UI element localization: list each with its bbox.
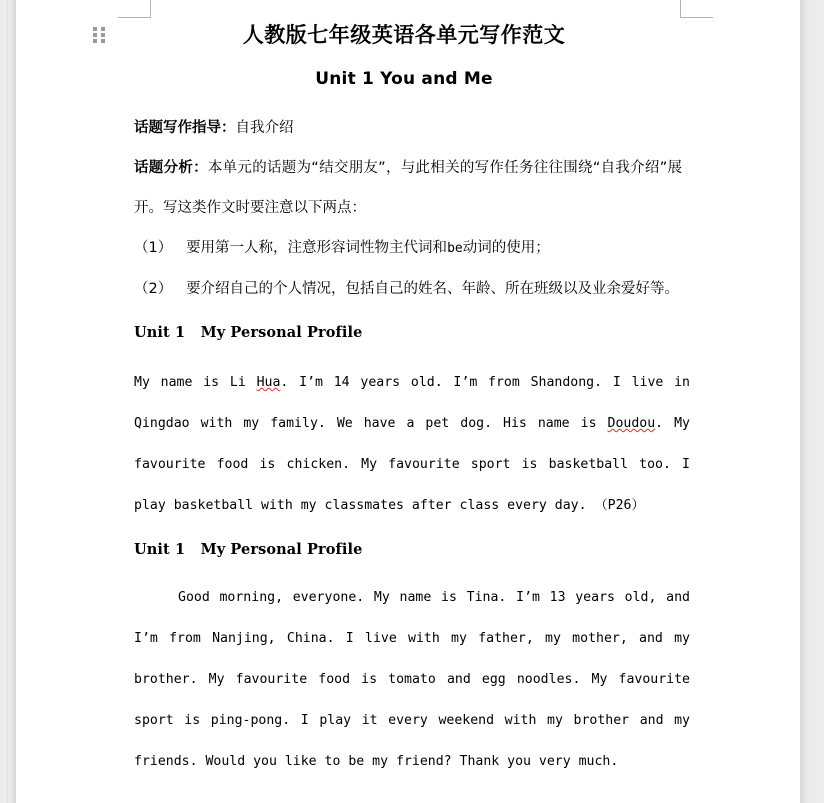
list-item-2 — [8, 269, 800, 309]
list-item-1-text-a: 要用第一人称，注意形容词性物主代词和 — [186, 240, 448, 256]
list-item-1-marker: （1） — [134, 240, 173, 256]
page-right-edge-shadow — [800, 0, 824, 803]
spellcheck-misspelled-word[interactable]: Doudou — [607, 416, 656, 431]
paragraph-writing-guide — [8, 89, 800, 148]
paragraph-topic-analysis — [8, 148, 800, 228]
section-heading-2: Unit 1 My Personal Profile — [134, 541, 363, 558]
section-heading-1: Unit 1 My Personal Profile — [134, 324, 363, 341]
topic-analysis-label: 话题分析： — [134, 160, 208, 176]
sample-essay-2: Good morning, everyone. My name is Tina. I’m 13 years old, and I’m from Nanjing, China. I live with my father, my mother, and my brother. My favourite food is tomato and egg noodles. My favourite sport is ping-pong. I play it every weekend with my brother and my friends. Would you like to be my friend? Thank you very much. — [134, 590, 690, 769]
sample-essay-1 — [8, 348, 800, 526]
document-title: 人教版七年级英语各单元写作范文 — [242, 22, 566, 47]
document-body[interactable] — [8, 0, 800, 782]
list-item-1 — [8, 228, 800, 269]
list-item-1-text-b: 动词的使用； — [462, 240, 550, 256]
writing-guide-value: 自我介绍 — [235, 120, 294, 136]
document-page[interactable] — [8, 0, 800, 803]
sample-essay-1-text-b: . I’m 14 years old. I’m from Shandong. I live in Qingdao with my family. We have a pet dog. His name is — [134, 375, 690, 431]
spellcheck-misspelled-word[interactable]: Hua — [256, 375, 281, 390]
list-item-1-latin-term: be — [447, 241, 463, 256]
list-item-2-marker: （2） — [134, 281, 173, 297]
topic-analysis-text: 本单元的话题为“结交朋友”，与此相关的写作任务往往围绕“自我介绍”展开。写这类作文时要注意以下两点： — [134, 160, 682, 216]
sample-essay-1-text-a: My name is Li — [134, 375, 257, 390]
document-subtitle: Unit 1 You and Me — [315, 69, 493, 89]
sample-essay-1-text-c: . My favourite food is chicken. My favourite sport is basketball too. I play basketball with my classmates after class every day. （P26） — [134, 416, 690, 513]
list-item-2-text: 要介绍自己的个人情况，包括自己的姓名、年龄、所在班级以及业余爱好等。 — [186, 281, 680, 297]
writing-guide-label: 话题写作指导： — [134, 120, 236, 136]
